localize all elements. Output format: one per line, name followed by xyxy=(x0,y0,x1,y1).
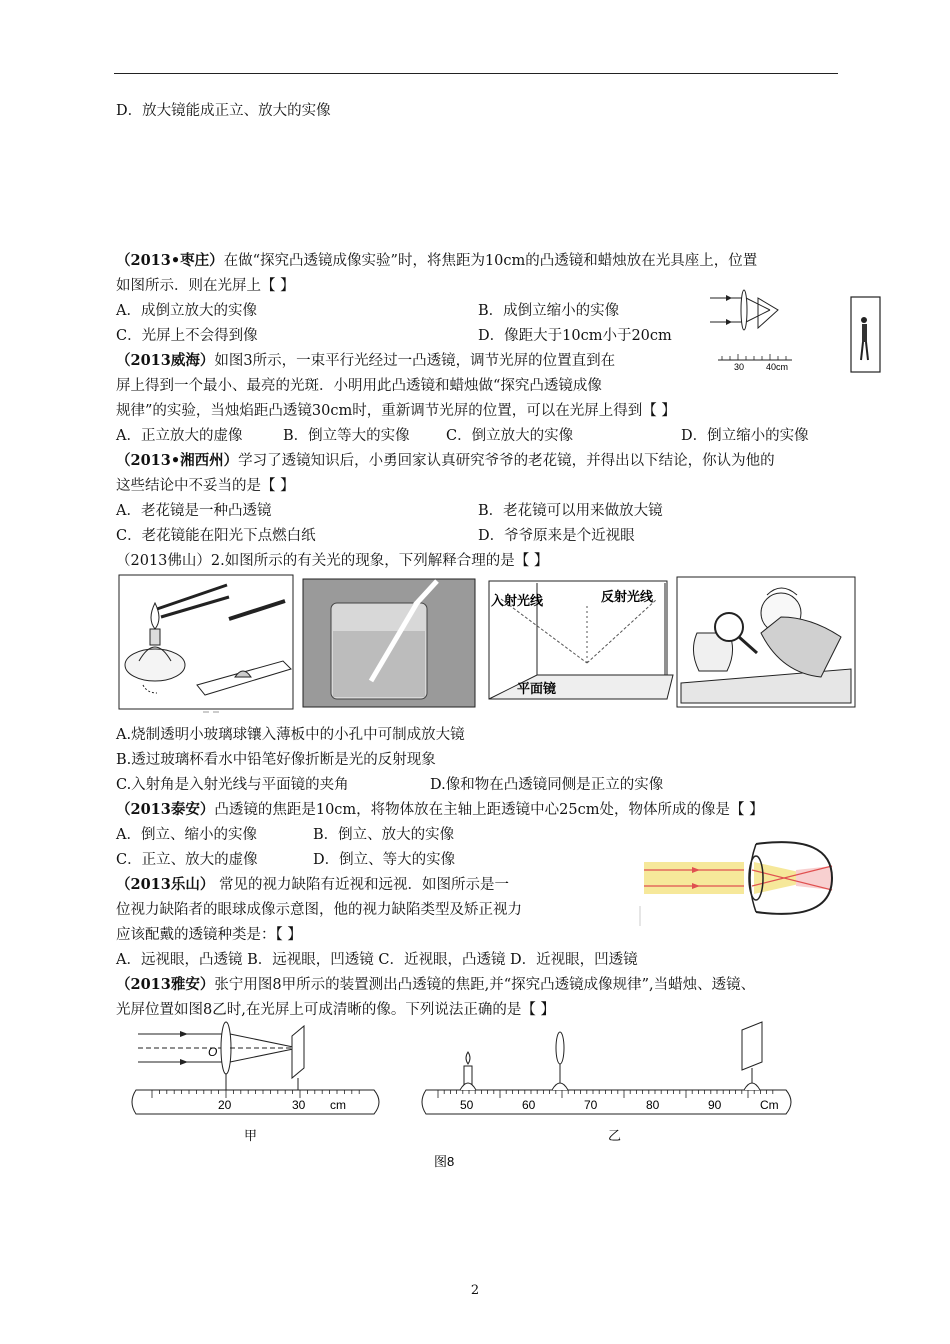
option-d-previous: D．放大镜能成正立、放大的实像 xyxy=(116,103,331,119)
label-reflected-ray: 反射光线 xyxy=(601,589,654,604)
tick-70: 70 xyxy=(584,1098,598,1112)
tick-50: 50 xyxy=(460,1098,474,1112)
q6-options: A．远视眼，凸透镜 B．远视眼，凹透镜 C．近视眼，凸透镜 D．近视眼，凹透镜 xyxy=(116,952,638,968)
panel-mirror-reflection xyxy=(489,581,673,699)
q4-option-a: A.烧制透明小玻璃球镶入薄板中的小孔中可制成放大镜 xyxy=(116,727,465,743)
header-rule xyxy=(114,73,838,74)
q4-option-c: C.入射角是入射光线与平面镜的夹角 xyxy=(116,777,349,793)
q7-optical-bench-figure xyxy=(128,1018,808,1176)
figure-jia xyxy=(132,1022,379,1143)
tick-60: 60 xyxy=(522,1098,536,1112)
q2-line3: 规律”的实验，当烛焰距凸透镜30cm时，重新调节光屏的位置，可以在光屏上得到【 】 xyxy=(116,403,676,419)
panel-pencil-in-water xyxy=(303,579,475,707)
q4-light-phenomena-figure xyxy=(117,573,857,713)
tick-90: 90 xyxy=(708,1098,722,1112)
panel-glass-ball xyxy=(119,575,293,709)
q1-option-b: B．成倒立缩小的实像 xyxy=(478,303,620,319)
tick-80: 80 xyxy=(646,1098,660,1112)
q2-option-d: D．倒立缩小的实像 xyxy=(681,428,809,444)
person-screen-figure xyxy=(850,296,882,374)
q2-option-b: B．倒立等大的实像 xyxy=(283,428,410,444)
q4-option-b: B.透过玻璃杯看水中铅笔好像折断是光的反射现象 xyxy=(116,752,436,768)
q2-line1: （2013威海）如图3所示，一束平行光经过一凸透镜，调节光屏的位置直到在 xyxy=(116,352,616,369)
q1-tick-40: 40cm xyxy=(766,362,789,372)
caption-jia: 甲 xyxy=(244,1128,258,1143)
q1-option-c: C．光屏上不会得到像 xyxy=(116,328,258,344)
figure-yi xyxy=(422,1022,791,1143)
caption-yi: 乙 xyxy=(608,1128,622,1143)
q5-line1: （2013泰安）凸透镜的焦距是10cm，将物体放在主轴上距透镜中心25cm处，物体所成的像是【 】 xyxy=(116,801,764,818)
q1-option-a: A．成倒立放大的实像 xyxy=(116,303,257,319)
q6-line1: （2013乐山） 常见的视力缺陷有近视和远视．如图所示是一 xyxy=(116,876,509,893)
q3-line2: 这些结论中不妥当的是【 】 xyxy=(116,478,295,494)
q3-option-b: B．老花镜可以用来做放大镜 xyxy=(478,503,663,519)
label-o: O xyxy=(208,1045,218,1059)
q3-line1: （2013•湘西州）学习了透镜知识后，小勇回家认真研究爷爷的老花镜，并得出以下结论，你认为他的 xyxy=(116,452,775,469)
q1-line2: 如图所示．则在光屏上【 】 xyxy=(116,278,295,294)
q5-option-a: A．倒立、缩小的实像 xyxy=(116,827,257,843)
q6-eye-figure xyxy=(636,826,836,930)
page-number: 2 xyxy=(470,1283,480,1298)
q3-option-a: A．老花镜是一种凸透镜 xyxy=(116,503,272,519)
q7-line1: （2013雅安）张宁用图8甲所示的装置测出凸透镜的焦距,并“探究凸透镜成像规律”,当蜡烛、透镜、 xyxy=(116,976,756,993)
tick-20: 20 xyxy=(218,1098,232,1112)
q3-option-d: D．爷爷原来是个近视眼 xyxy=(478,528,635,544)
q4-option-d: D.像和物在凸透镜同侧是正立的实像 xyxy=(430,777,664,793)
tick-30: 30 xyxy=(292,1098,306,1112)
q4-stem: （2013佛山）2.如图所示的有关光的现象，下列解释合理的是【 】 xyxy=(116,553,549,569)
q1-line1: （2013•枣庄）在做“探究凸透镜成像实验”时，将焦距为10cm的凸透镜和蜡烛放在光具座上，位置 xyxy=(116,252,758,269)
q6-line2: 位视力缺陷者的眼球成像示意图，他的视力缺陷类型及矫正视力 xyxy=(116,902,522,918)
q7-line2: 光屏位置如图8乙时,在光屏上可成清晰的像。下列说法正确的是【 】 xyxy=(116,1002,555,1018)
panel-magnifier xyxy=(677,577,855,707)
label-plane-mirror: 平面镜 xyxy=(517,681,557,696)
q5-option-b: B．倒立、放大的实像 xyxy=(313,827,455,843)
figure-8-caption: 图8 xyxy=(434,1154,455,1169)
q5-option-c: C．正立、放大的虚像 xyxy=(116,852,258,868)
unit-cm-b: Cm xyxy=(760,1098,779,1112)
label-incident-ray: 入射光线 xyxy=(491,593,544,608)
q2-option-a: A．正立放大的虚像 xyxy=(116,428,243,444)
q3-option-c: C．老花镜能在阳光下点燃白纸 xyxy=(116,528,316,544)
q2-line2: 屏上得到一个最小、最亮的光斑．小明用此凸透镜和蜡烛做“探究凸透镜成像 xyxy=(116,378,602,394)
q2-option-c: C．倒立放大的实像 xyxy=(446,428,574,444)
q1-option-d: D．像距大于10cm小于20cm xyxy=(478,328,672,344)
q1-lens-figure xyxy=(700,282,800,372)
unit-cm: cm xyxy=(330,1098,346,1112)
q1-tick-30: 30 xyxy=(734,362,745,372)
q5-option-d: D．倒立、等大的实像 xyxy=(313,852,456,868)
q6-line3: 应该配戴的透镜种类是：【 】 xyxy=(116,927,302,943)
